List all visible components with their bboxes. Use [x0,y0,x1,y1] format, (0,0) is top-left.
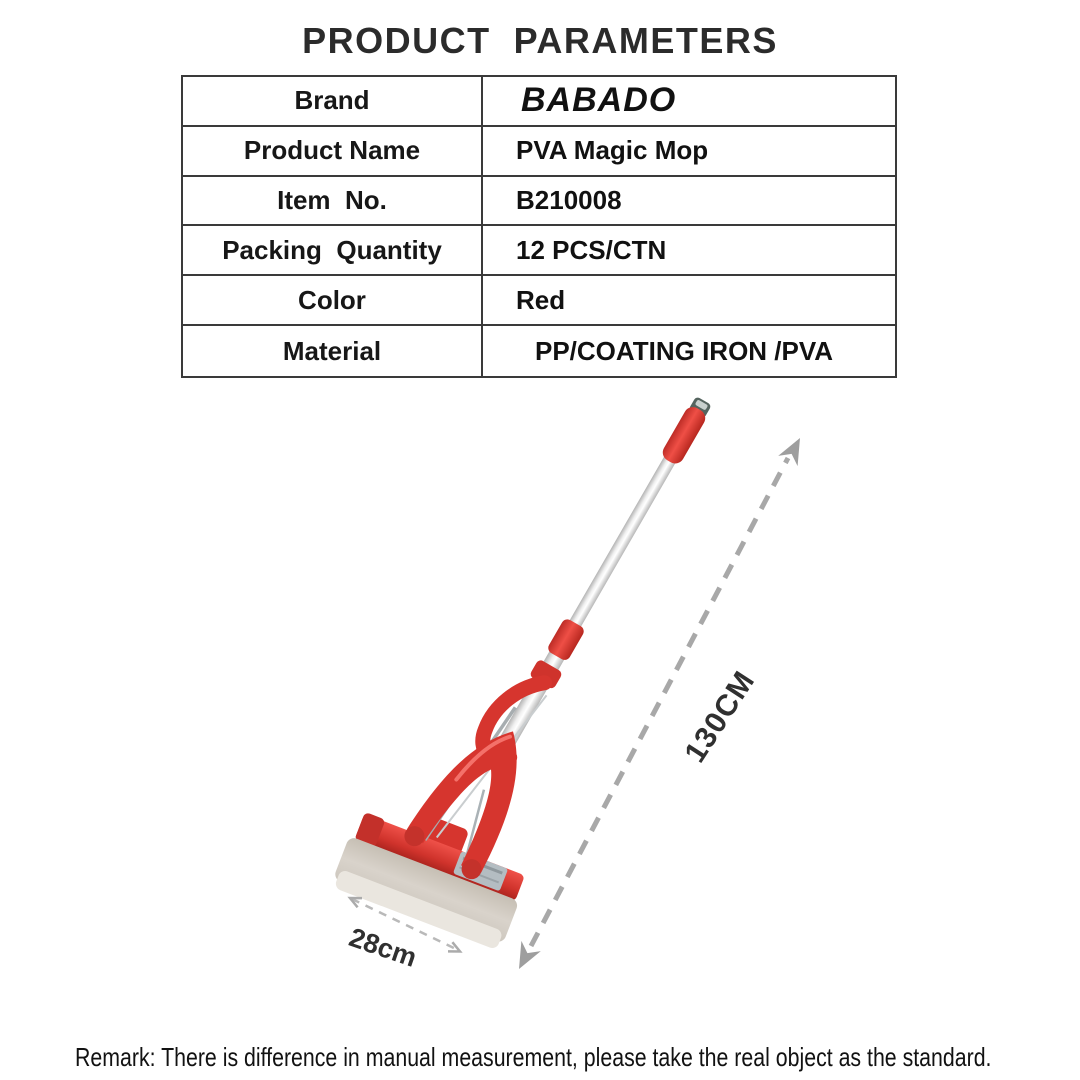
spec-row-color-label: Color [183,276,483,326]
spec-row-material-label: Material [183,326,483,376]
remark-text: Remark: There is difference in manual measurement, please take the real object as the standard. [75,1042,992,1072]
width-label: 28cm [345,922,421,973]
length-dimension [519,438,800,969]
width-arrowhead-left [350,898,362,907]
spec-row-item-no-value: B210008 [483,177,895,227]
spec-row-item-no-label: Item No. [183,177,483,227]
page-title: PRODUCT PARAMETERS [302,20,778,61]
spec-row-brand-label: Brand [183,77,483,127]
mop-body [316,352,789,976]
handle-grip [659,404,708,467]
spec-row-packing-quantity-label: Packing Quantity [183,226,483,276]
length-label: 130CM [678,665,762,769]
length-arrowhead-top [778,438,800,466]
pole-upper [567,453,677,631]
spec-row-color-value: Red [483,276,895,326]
spec-row-material-value: PP/COATING IRON /PVA [535,335,834,366]
spec-row-product-name-value: PVA Magic Mop [483,127,895,177]
spec-row-packing-quantity-value: 12 PCS/CTN [483,226,895,276]
spec-row-product-name-label: Product Name [183,127,483,177]
length-arrow-line [531,458,788,946]
spec-row-brand-value: BABADO [483,77,895,127]
